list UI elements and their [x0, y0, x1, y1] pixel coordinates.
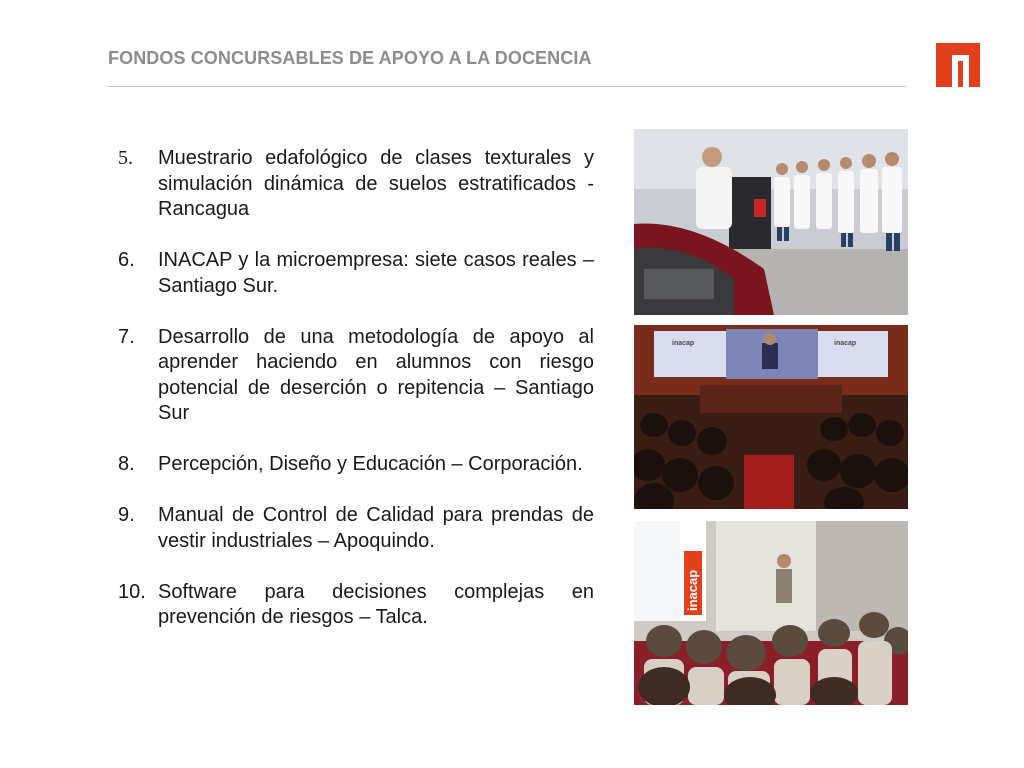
list-item-text: Desarrollo de una metodología de apoyo al aprender haciendo en alumnos con riesgo potencial de deserción o repitencia – Santiago Sur — [158, 325, 594, 424]
list-item-text: Software para decisiones complejas en prevención de riesgos – Talca. — [158, 580, 594, 628]
inacap-logo-icon — [936, 43, 980, 87]
list-item-text: Manual de Control de Calidad para prendas de vestir industriales – Apoquindo. — [158, 504, 594, 552]
list-item-text: Percepción, Diseño y Educación – Corporación. — [158, 453, 583, 475]
list-item-number: 7. — [118, 325, 135, 348]
list-item — [118, 503, 594, 554]
title-divider — [108, 86, 906, 87]
list-item — [118, 452, 594, 478]
screen-left-label: inacap — [672, 340, 695, 347]
list-item — [118, 325, 594, 427]
screen-right-label: inacap — [834, 340, 857, 347]
slide-title: FONDOS CONCURSABLES DE APOYO A LA DOCENCIA — [108, 48, 592, 68]
list-item-number: 6. — [118, 249, 135, 271]
list-item-number: 9. — [118, 504, 135, 526]
project-list — [118, 146, 594, 656]
banner-label: inacap — [685, 569, 700, 611]
list-item-number: 10. — [118, 580, 146, 603]
list-item-text: INACAP y la microempresa: siete casos reales – Santiago Sur. — [158, 249, 594, 297]
auditorium-photo — [634, 325, 908, 509]
workshop-photo — [634, 129, 908, 315]
list-item-text: Muestrario edafológico de clases texturales y simulación dinámica de suelos estratificados - Rancagua — [158, 147, 594, 220]
list-item-number: 5. — [118, 147, 133, 169]
seminar-photo — [634, 521, 908, 705]
list-item — [118, 248, 594, 299]
list-item-number: 8. — [118, 453, 135, 475]
list-item — [118, 146, 594, 223]
list-item — [118, 580, 594, 631]
